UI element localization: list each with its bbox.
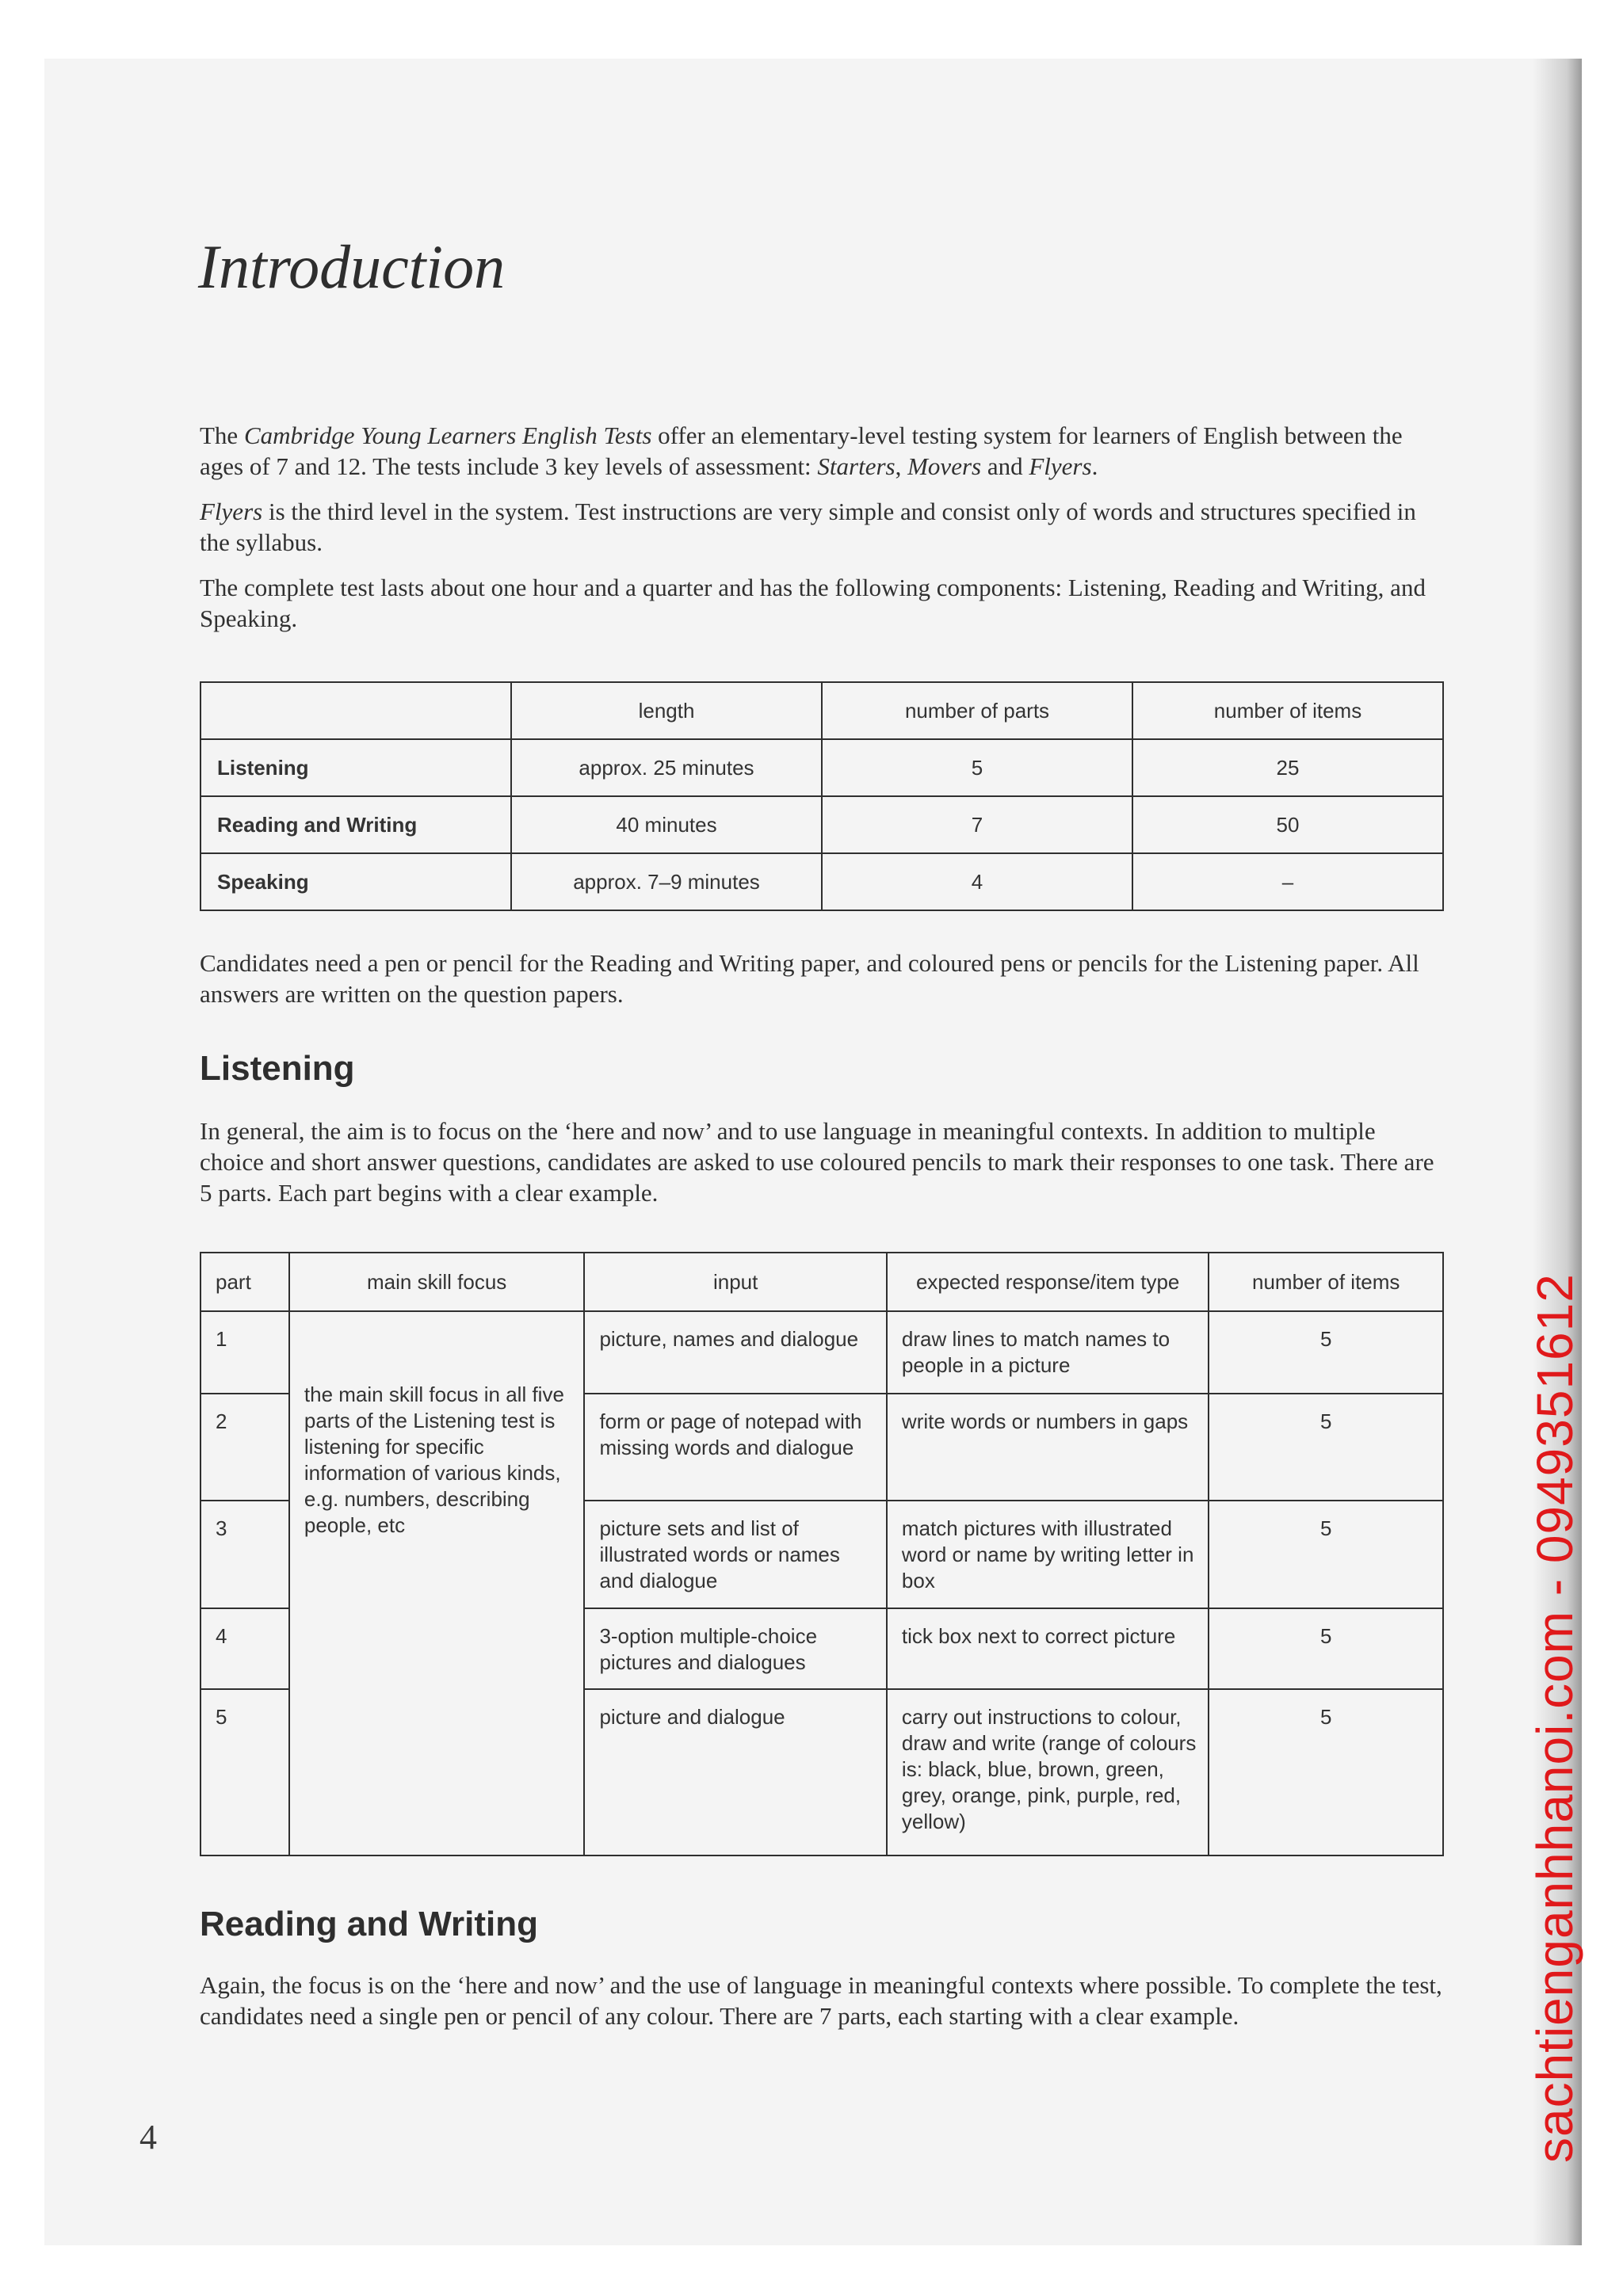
part-response: tick box next to correct picture <box>887 1608 1209 1689</box>
part-number: 3 <box>200 1501 289 1608</box>
part-number: 5 <box>200 1689 289 1855</box>
part-response: carry out instructions to colour, draw and write (range of colours is: black, blue, brown, green, grey, orange, pink, purple, red, yellow) <box>887 1689 1209 1855</box>
part-input: 3-option multiple-choice pictures and dialogues <box>584 1608 886 1689</box>
part-items: 5 <box>1209 1608 1443 1689</box>
side-watermark: sachtienganhhanoi.com - 0949351612 <box>1526 1273 1583 2163</box>
part-response: match pictures with illustrated word or name by writing letter in box <box>887 1501 1209 1608</box>
listening-parts-table <box>200 1252 1444 1856</box>
part-response: write words or numbers in gaps <box>887 1394 1209 1501</box>
listening-heading: Listening <box>200 1049 355 1088</box>
page-title: Introduction <box>198 232 506 301</box>
component-length: approx. 7–9 minutes <box>511 853 822 910</box>
component-length: 40 minutes <box>511 796 822 853</box>
table-header-cell: input <box>584 1253 886 1311</box>
table-header-cell: number of items <box>1209 1253 1443 1311</box>
table-header-row <box>200 682 1443 739</box>
component-name: Reading and Writing <box>200 796 511 853</box>
component-items: 25 <box>1132 739 1443 796</box>
part-number: 4 <box>200 1608 289 1689</box>
table-header-cell: number of parts <box>822 682 1132 739</box>
table-header-cell: length <box>511 682 822 739</box>
reading-writing-paragraph: Again, the focus is on the ‘here and now’ and the use of language in meaningful contexts where possible. To complete the test, candidates need a single pen or pencil of any colour. There are 7 parts, each starting with a clear example. <box>200 1971 1442 2030</box>
listening-paragraph: In general, the aim is to focus on the ‘here and now’ and to use language in meaningful contexts. In addition to multiple choice and short answer questions, candidates are asked to use coloured pencils to mark their responses to one task. There are 5 parts. Each part begins with a clear example. <box>200 1117 1434 1207</box>
part-items: 5 <box>1209 1689 1443 1855</box>
page-number: 4 <box>139 2118 157 2157</box>
part-items: 5 <box>1209 1311 1443 1394</box>
table-header-cell: part <box>200 1253 289 1311</box>
part-response: draw lines to match names to people in a picture <box>887 1311 1209 1394</box>
part-items: 5 <box>1209 1394 1443 1501</box>
part-input: picture, names and dialogue <box>584 1311 886 1394</box>
table-row <box>200 739 1443 796</box>
table-row <box>200 1311 1443 1394</box>
intro-paragraph-1: The Cambridge Young Learners English Tests offer an elementary-level testing system for learners of English between the ages of 7 and 12. The tests include 3 key levels of assessment: Starters, Movers and Flyers. <box>200 421 1403 480</box>
table-row <box>200 796 1443 853</box>
table-header-cell: main skill focus <box>289 1253 585 1311</box>
component-parts: 5 <box>822 739 1132 796</box>
test-components-table <box>200 681 1444 911</box>
intro-paragraph-2: Flyers is the third level in the system. Test instructions are very simple and consist only of words and structures specified in the syllabus. <box>200 498 1416 556</box>
component-parts: 4 <box>822 853 1132 910</box>
component-length: approx. 25 minutes <box>511 739 822 796</box>
component-name: Speaking <box>200 853 511 910</box>
part-input: picture and dialogue <box>584 1689 886 1855</box>
component-name: Listening <box>200 739 511 796</box>
table-row <box>200 853 1443 910</box>
part-number: 2 <box>200 1394 289 1501</box>
component-items: 50 <box>1132 796 1443 853</box>
part-input: picture sets and list of illustrated words or names and dialogue <box>584 1501 886 1608</box>
skill-focus-cell: the main skill focus in all five parts of the Listening test is listening for specific information of various kinds, e.g. numbers, describing people, etc <box>289 1311 585 1855</box>
component-parts: 7 <box>822 796 1132 853</box>
part-items: 5 <box>1209 1501 1443 1608</box>
candidates-note: Candidates need a pen or pencil for the Reading and Writing paper, and coloured pens or pencils for the Listening paper. All answers are written on the question papers. <box>200 949 1419 1008</box>
intro-paragraph-3: The complete test lasts about one hour and a quarter and has the following components: Listening, Reading and Writing, and Speaking. <box>200 574 1426 632</box>
component-items: – <box>1132 853 1443 910</box>
reading-writing-heading: Reading and Writing <box>200 1905 538 1943</box>
part-number: 1 <box>200 1311 289 1394</box>
table-header-cell <box>200 682 511 739</box>
part-input: form or page of notepad with missing words and dialogue <box>584 1394 886 1501</box>
table-header-row <box>200 1253 1443 1311</box>
table-header-cell: expected response/item type <box>887 1253 1209 1311</box>
table-header-cell: number of items <box>1132 682 1443 739</box>
